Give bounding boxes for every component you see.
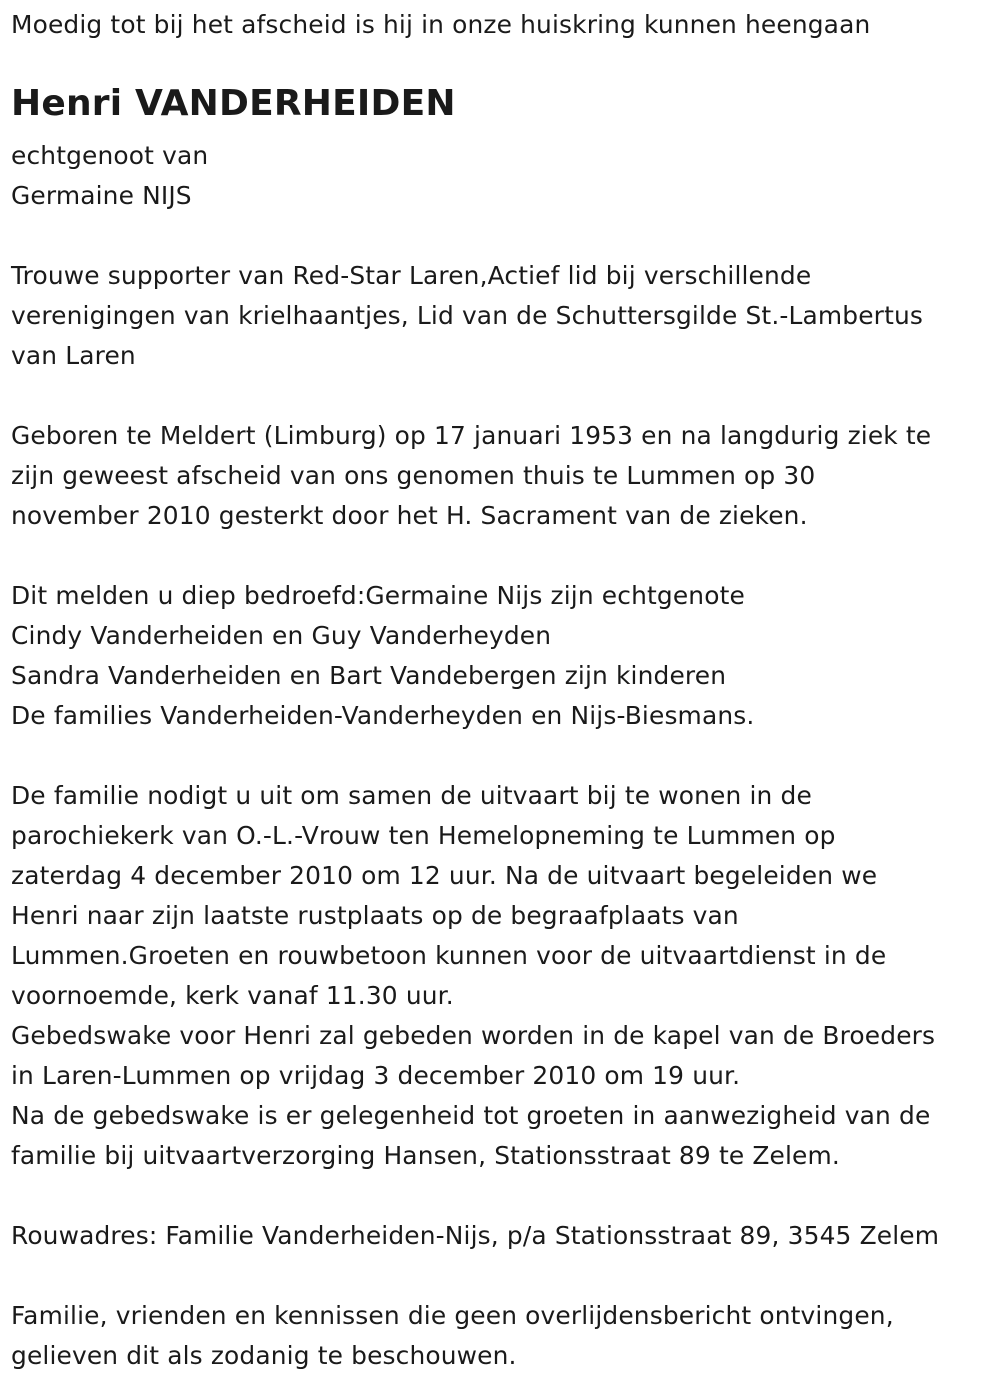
funeral-line: Na de gebedswake is er gelegenheid tot groeten in aanwezigheid van de [11,1101,931,1130]
funeral-line: familie bij uitvaartverzorging Hansen, Stationsstraat 89 te Zelem. [11,1141,840,1170]
spacer [11,1176,993,1216]
closing-line: gelieven dit als zodanig te beschouwen. [11,1341,517,1370]
family-line: Cindy Vanderheiden en Guy Vanderheyden [11,621,552,650]
funeral-line: De familie nodigt u uit om samen de uitvaart bij te wonen in de [11,781,812,810]
funeral-line: Gebedswake voor Henri zal gebeden worden in de kapel van de Broeders [11,1021,936,1050]
birth-death-line: november 2010 gesterkt door het H. Sacrament van de zieken. [11,501,808,530]
deceased-name: Henri VANDERHEIDEN [11,83,456,124]
funeral-paragraph [11,776,993,1176]
intro-line: Moedig tot bij het afscheid is hij in onze huiskring kunnen heengaan [11,10,871,39]
bio-line: verenigingen van krielhaantjes, Lid van de Schuttersgilde St.-Lambertus [11,301,923,330]
bio-paragraph [11,256,993,376]
obituary-document [11,0,993,1376]
spacer [11,1256,993,1296]
spacer [11,216,993,256]
funeral-line: Henri naar zijn laatste rustplaats op de begraafplaats van [11,901,739,930]
bio-line: Trouwe supporter van Red-Star Laren,Actief lid bij verschillende [11,261,812,290]
closing-paragraph [11,1296,993,1376]
spacer [11,536,993,576]
funeral-line: in Laren-Lummen op vrijdag 3 december 2010 om 19 uur. [11,1061,741,1090]
birth-death-line: zijn geweest afscheid van ons genomen thuis te Lummen op 30 [11,461,816,490]
birth-death-paragraph [11,416,993,536]
funeral-line: zaterdag 4 december 2010 om 12 uur. Na de uitvaart begeleiden we [11,861,878,890]
funeral-line: voornoemde, kerk vanaf 11.30 uur. [11,981,454,1010]
relation-line: echtgenoot van [11,141,209,170]
family-line: Sandra Vanderheiden en Bart Vandebergen zijn kinderen [11,661,727,690]
funeral-line: Lummen.Groeten en rouwbetoon kunnen voor de uitvaartdienst in de [11,941,887,970]
spacer [11,736,993,776]
spouse-name: Germaine NIJS [11,181,192,210]
funeral-line: parochiekerk van O.-L.-Vrouw ten Hemelopneming te Lummen op [11,821,836,850]
family-paragraph [11,576,993,736]
bio-line: van Laren [11,341,136,370]
spacer [11,376,993,416]
family-line: De families Vanderheiden-Vanderheyden en Nijs-Biesmans. [11,701,755,730]
family-line: Dit melden u diep bedroefd:Germaine Nijs zijn echtgenote [11,581,745,610]
closing-line: Familie, vrienden en kennissen die geen overlijdensbericht ontvingen, [11,1301,894,1330]
mourning-address: Rouwadres: Familie Vanderheiden-Nijs, p/a Stationsstraat 89, 3545 Zelem [11,1221,940,1250]
birth-death-line: Geboren te Meldert (Limburg) op 17 januari 1953 en na langdurig ziek te [11,421,932,450]
